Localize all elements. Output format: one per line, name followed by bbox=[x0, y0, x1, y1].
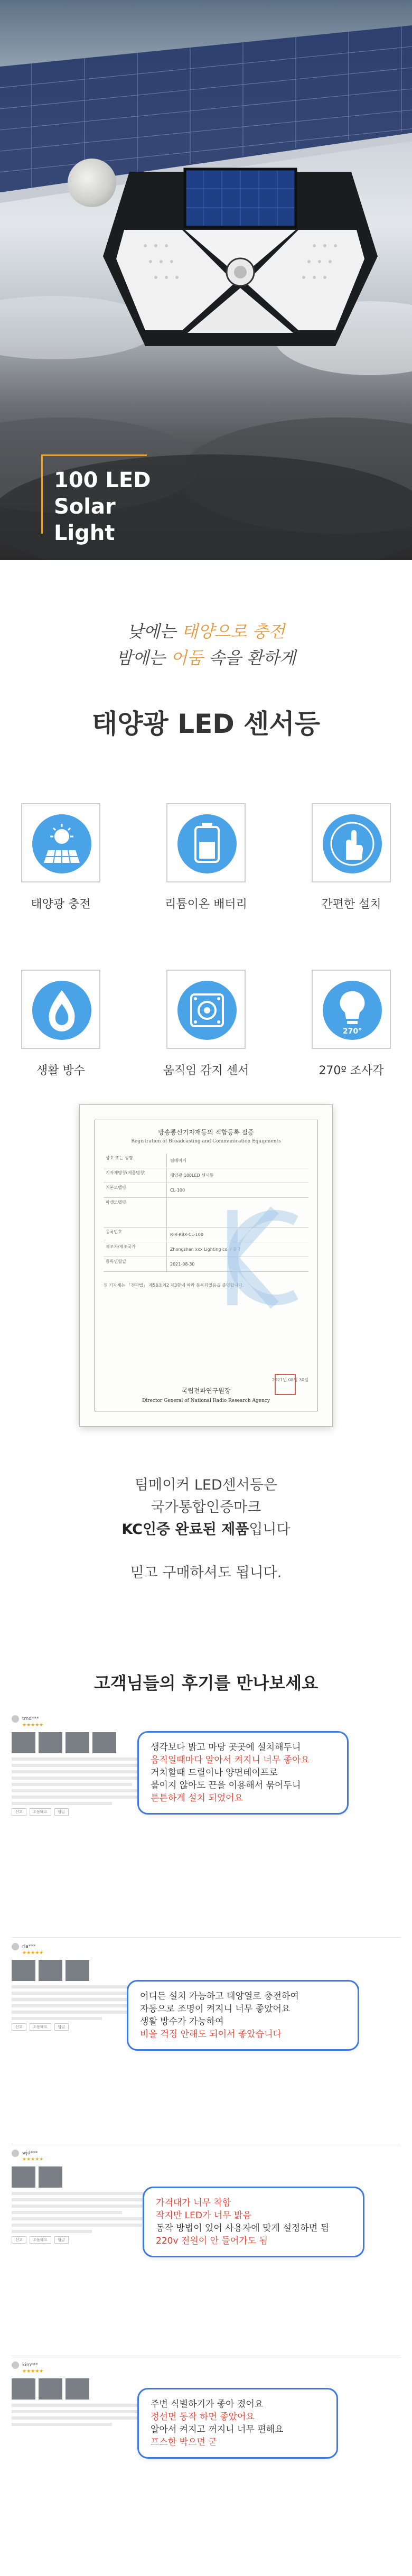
review-header bbox=[12, 2361, 400, 2369]
bubble-line: 동작 방법이 있어 사용자에 맞게 설정하면 됨 bbox=[156, 2223, 330, 2234]
review-header bbox=[12, 1943, 400, 1950]
bubble-line: 생각보다 밝고 마당 곳곳에 설치해두니 bbox=[151, 1742, 301, 1753]
bubble-line: 거치할때 드릴이나 양면테이프로 bbox=[151, 1768, 278, 1778]
review-photo[interactable] bbox=[39, 1960, 62, 1981]
bubble-line: 가격대가 너무 착함 bbox=[156, 2198, 231, 2208]
star-rating: ★★★★★ bbox=[22, 2157, 44, 2162]
slogan-text: 밤에는 bbox=[116, 648, 171, 668]
certificate-value: 태양광 100LED 센서등 bbox=[170, 1173, 214, 1178]
review-photo[interactable] bbox=[12, 2378, 35, 2400]
hand-install-icon bbox=[312, 803, 391, 882]
review-photo[interactable] bbox=[39, 1732, 62, 1753]
star-rating: ★★★★★ bbox=[22, 1950, 44, 1956]
bubble-line: 튼튼하게 설치 되었어요 bbox=[151, 1793, 244, 1803]
kc-mark-watermark bbox=[201, 1199, 306, 1316]
cert-text-line: 팀메이커 LED센서등은 bbox=[134, 1477, 278, 1493]
feature-label: 270º 조사각 bbox=[319, 1064, 384, 1077]
certificate-frame bbox=[95, 1120, 317, 1411]
review-photo[interactable] bbox=[65, 1732, 89, 1753]
review-photo[interactable] bbox=[39, 2378, 62, 2400]
reply-button[interactable]: 답글 bbox=[54, 2023, 69, 2031]
slogan-text: 낮에는 bbox=[127, 621, 182, 641]
report-button[interactable]: 신고 bbox=[12, 2236, 26, 2244]
review-photo[interactable] bbox=[12, 1960, 35, 1981]
bubble-line: 자동으로 조명이 켜지니 너무 좋았어요 bbox=[140, 2004, 291, 2014]
certificate-date: 2021년 08월 30일 bbox=[272, 1378, 308, 1382]
review-highlight-bubble bbox=[137, 1731, 349, 1815]
helpful-button[interactable]: 도움돼요 bbox=[30, 2023, 51, 2031]
reply-button[interactable]: 답글 bbox=[54, 2236, 69, 2244]
certificate-value bbox=[167, 1211, 173, 1214]
motion-sensor-icon bbox=[166, 970, 246, 1049]
review-photo[interactable] bbox=[65, 1960, 89, 1981]
feature-label: 리튬이온 배터리 bbox=[165, 898, 247, 911]
hero-title-line-1: 100 LED bbox=[54, 468, 151, 492]
bubble-line: 생활 방수가 가능하여 bbox=[140, 2016, 224, 2027]
report-button[interactable]: 신고 bbox=[12, 2023, 26, 2031]
helpful-button[interactable]: 도움돼요 bbox=[30, 2236, 51, 2244]
slogan-line-1 bbox=[0, 618, 412, 645]
review-user: rla*** bbox=[22, 1944, 36, 1949]
certificate-value: CL-100 bbox=[170, 1188, 185, 1193]
cert-text-line: 믿고 구매하셔도 됩니다. bbox=[130, 1565, 282, 1581]
feature-item bbox=[158, 970, 254, 1104]
hero-title-line-3: Light bbox=[54, 521, 115, 545]
avatar bbox=[12, 1715, 19, 1723]
certificate-subtitle: Registration of Broadcasting and Communication Equipments bbox=[131, 1139, 281, 1144]
review-highlight-bubble bbox=[127, 1980, 359, 2051]
water-drop-icon bbox=[21, 970, 100, 1049]
review-photo[interactable] bbox=[92, 1732, 116, 1753]
cert-text-line: 국가통합인증마크 bbox=[151, 1499, 261, 1515]
certificate-key: 파생모델명 bbox=[104, 1198, 167, 1227]
review-user: wjd*** bbox=[22, 2151, 38, 2156]
certificate-row bbox=[104, 1183, 308, 1198]
slogan-highlight: 어둠 bbox=[171, 648, 203, 668]
review-card bbox=[0, 2144, 412, 2356]
review-photos bbox=[12, 2166, 400, 2188]
slogan-line-2 bbox=[0, 645, 412, 671]
certificate-value: 팀메이커 bbox=[170, 1158, 186, 1163]
solar-panel-sun-icon bbox=[21, 803, 100, 882]
feature-label: 움직임 감지 센서 bbox=[163, 1064, 249, 1077]
bubble-line: 비올 걱정 안해도 되어서 좋았습니다 bbox=[140, 2029, 282, 2040]
star-rating: ★★★★★ bbox=[22, 1723, 44, 1728]
avatar bbox=[12, 2361, 19, 2369]
slogan-highlight: 태양으로 충전 bbox=[181, 621, 285, 641]
certificate-value: R-R-R8X-CL-100 bbox=[170, 1232, 203, 1237]
certificate-description bbox=[0, 1474, 412, 1584]
slogan-section bbox=[0, 560, 412, 766]
review-card bbox=[0, 1710, 412, 1937]
certificate-key: 기자재명칭(제품명칭) bbox=[104, 1168, 167, 1183]
cert-text-bold: KC인증 완료된 제품 bbox=[121, 1521, 249, 1538]
bulb-270-icon bbox=[312, 970, 391, 1049]
cert-text-line bbox=[0, 1519, 412, 1541]
review-header bbox=[12, 2150, 400, 2157]
bubble-line: 움직일때마다 알아서 켜지니 너무 좋아요 bbox=[151, 1755, 310, 1765]
review-photo[interactable] bbox=[65, 2378, 89, 2400]
certificate-key: 제조자/제조국가 bbox=[104, 1242, 167, 1257]
cert-text-post: 입니다 bbox=[249, 1521, 291, 1538]
review-header bbox=[12, 1715, 400, 1723]
slogan-text: 속을 환하게 bbox=[203, 648, 296, 668]
certificate-key: 상호 또는 성명 bbox=[104, 1154, 167, 1168]
hero-banner bbox=[0, 0, 412, 560]
product-title: 태양광 LED 센서등 bbox=[91, 709, 321, 739]
kc-certificate-document bbox=[79, 1104, 333, 1427]
hero-title-line-2: Solar bbox=[54, 495, 116, 519]
bubble-line: 주변 식별하기가 좋아 졌어요 bbox=[151, 2399, 264, 2410]
feature-label: 간편한 설치 bbox=[321, 898, 381, 911]
review-highlight-bubble bbox=[137, 2388, 338, 2459]
review-user: kim*** bbox=[22, 2363, 38, 2368]
helpful-button[interactable]: 도움돼요 bbox=[30, 1808, 51, 1816]
bubble-line: 알아서 켜지고 꺼지니 너무 편해요 bbox=[151, 2424, 284, 2435]
feature-item bbox=[304, 803, 399, 938]
feature-item bbox=[13, 970, 108, 1104]
feature-item bbox=[13, 803, 108, 938]
certificate-section bbox=[0, 1104, 412, 1617]
feature-item bbox=[158, 803, 254, 938]
certificate-key: 기본모델명 bbox=[104, 1183, 167, 1197]
reply-button[interactable]: 답글 bbox=[54, 1808, 69, 1816]
bubble-line: 프스한 박으면 굳 bbox=[151, 2437, 217, 2448]
review-photo[interactable] bbox=[12, 1732, 35, 1753]
bubble-line: 정선면 동작 하면 좋았어요 bbox=[151, 2412, 255, 2422]
certificate-value: 2021-08-30 bbox=[170, 1262, 195, 1267]
battery-icon bbox=[166, 803, 246, 882]
feature-grid bbox=[0, 766, 412, 1104]
certificate-agency-ko: 국립전파연구원장 bbox=[181, 1387, 231, 1394]
certificate-row bbox=[104, 1154, 308, 1168]
certificate-agency-en: Director General of National Radio Research Agency bbox=[142, 1398, 270, 1403]
feature-item bbox=[304, 970, 399, 1104]
hero-title bbox=[41, 454, 168, 560]
bubble-line: 작지만 LED가 너무 밝음 bbox=[156, 2210, 251, 2221]
star-rating: ★★★★★ bbox=[22, 2369, 44, 2374]
avatar bbox=[12, 1943, 19, 1950]
review-photo[interactable] bbox=[12, 2166, 35, 2188]
official-seal-stamp bbox=[275, 1374, 296, 1395]
certificate-row bbox=[104, 1168, 308, 1183]
review-user: tmd*** bbox=[22, 1716, 39, 1722]
certificate-title: 방송통신기자재등의 적합등록 필증 bbox=[158, 1129, 254, 1136]
bubble-line: 220v 전원이 안 들어가도 됨 bbox=[156, 2236, 268, 2246]
bubble-line: 어디든 설치 가능하고 태양열로 충전하여 bbox=[140, 1991, 299, 2002]
certificate-value: Zhongshan xxx Lighting co. / 중국 bbox=[170, 1247, 241, 1252]
certificate-key: 등록연월일 bbox=[104, 1257, 167, 1271]
certificate-statement: 위 기자재는 「전파법」 제58조의2 제3항에 따라 등록되었음을 증명합니다. bbox=[104, 1283, 244, 1288]
review-card bbox=[0, 1938, 412, 2144]
reviews-title: 고객님들의 후기를 만나보세요 bbox=[93, 1673, 319, 1693]
feature-label: 태양광 충전 bbox=[31, 898, 91, 911]
reviews-section bbox=[0, 1617, 412, 2515]
feature-label: 생활 방수 bbox=[36, 1064, 85, 1077]
review-photos bbox=[12, 1960, 400, 1981]
review-photo[interactable] bbox=[39, 2166, 62, 2188]
review-card bbox=[0, 2356, 412, 2515]
bubble-line: 붙이지 않아도 끈을 이용해서 묶어두니 bbox=[151, 1780, 301, 1791]
solar-light-product-image bbox=[92, 151, 388, 362]
avatar bbox=[12, 2150, 19, 2157]
review-highlight-bubble bbox=[143, 2187, 364, 2257]
certificate-key: 등록번호 bbox=[104, 1227, 167, 1242]
report-button[interactable]: 신고 bbox=[12, 1808, 26, 1816]
svg-text:270°: 270° bbox=[342, 1027, 362, 1036]
